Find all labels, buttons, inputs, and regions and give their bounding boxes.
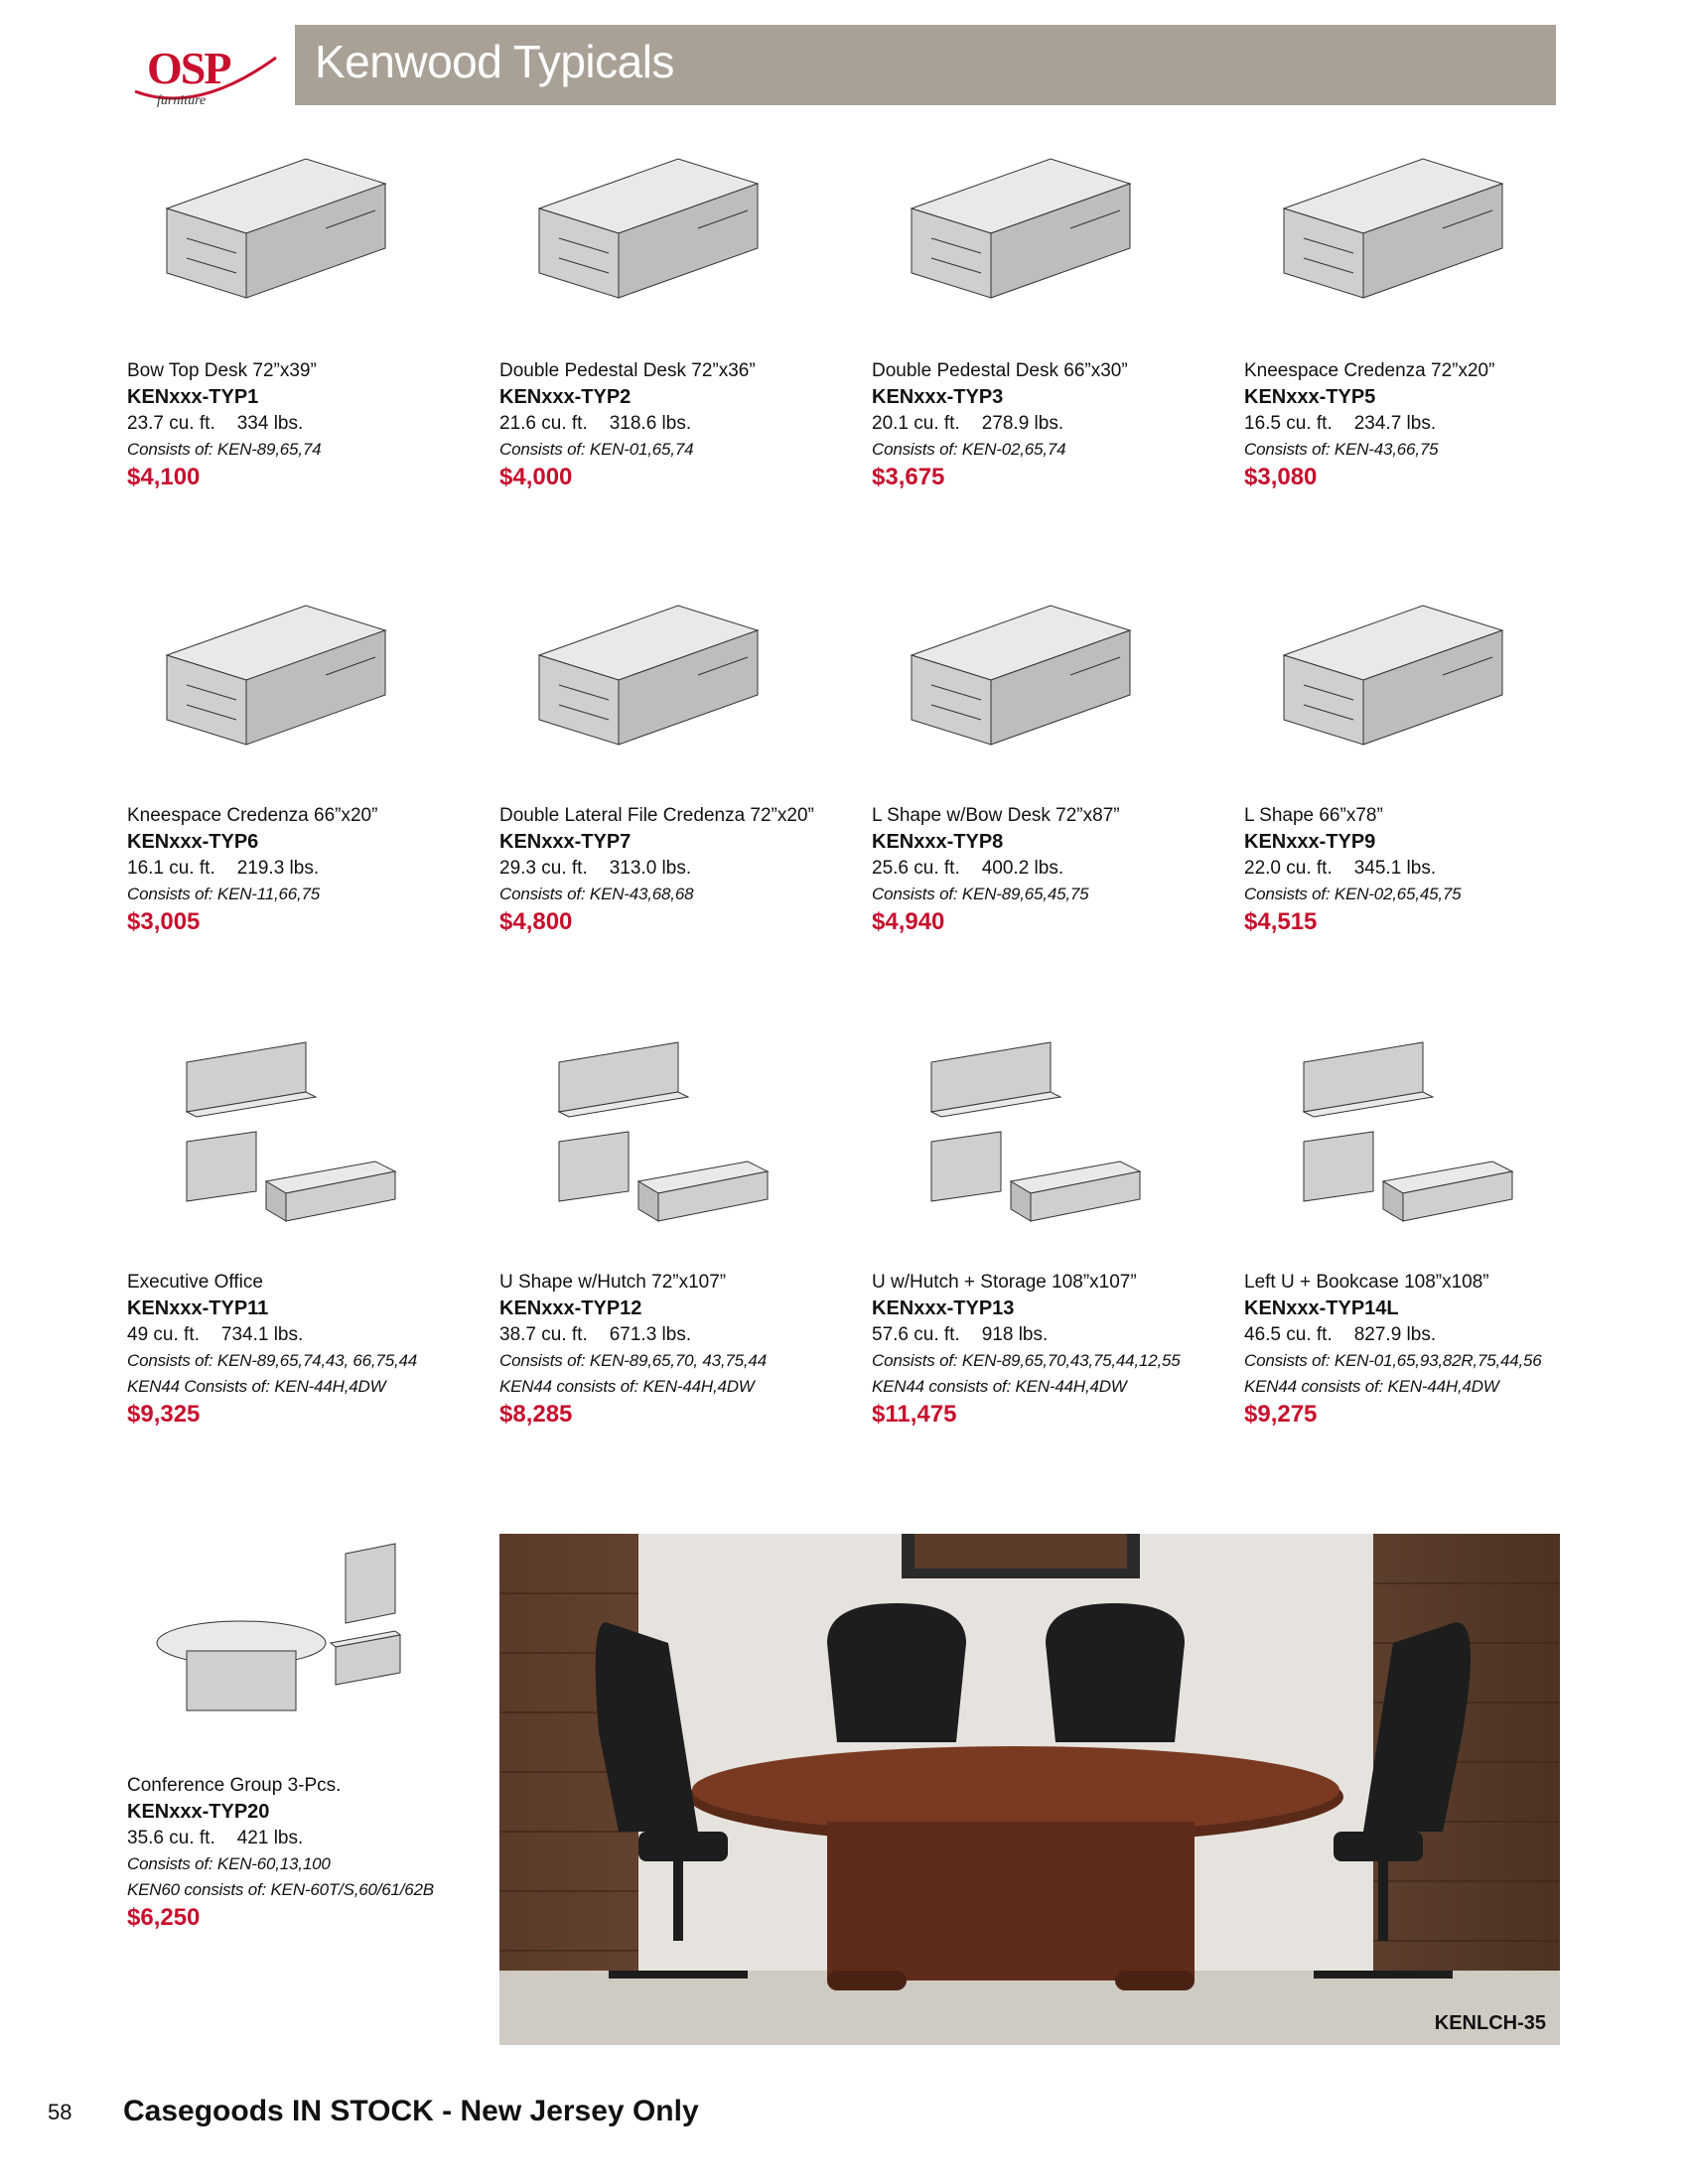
product-consists-of: Consists of: KEN-02,65,74: [872, 440, 1066, 459]
product-price: $3,005: [127, 908, 201, 935]
photo-sku-label: KENLCH-35: [1434, 2012, 1546, 2034]
product-price: $11,475: [872, 1401, 957, 1428]
product-volume: 16.1 cu. ft.: [127, 858, 215, 879]
product-weight: 918 lbs.: [981, 1324, 1049, 1345]
lateral-file-credenza-icon: [519, 586, 777, 789]
osp-logo: [127, 40, 286, 111]
product-sku: KENxxx-TYP1: [127, 386, 259, 408]
product-specs: [1244, 1321, 1542, 1348]
product-sku: KENxxx-TYP2: [499, 386, 632, 408]
product-consists-of: Consists of: KEN-89,65,74: [127, 440, 322, 459]
product-info: [1244, 1269, 1542, 1430]
product-specs: [872, 1321, 1181, 1348]
product-sku: KENxxx-TYP12: [499, 1297, 642, 1319]
product-weight: 671.3 lbs.: [609, 1324, 692, 1345]
product-specs: [872, 855, 1120, 882]
footer-title: Casegoods IN STOCK - New Jersey Only: [123, 2095, 699, 2127]
product-name: Kneespace Credenza 72”x20”: [1244, 360, 1495, 381]
u-hutch-storage-icon: [892, 1032, 1150, 1236]
product-weight: 421 lbs.: [236, 1828, 304, 1848]
product-name: U Shape w/Hutch 72”x107”: [499, 1272, 727, 1293]
product-weight: 219.3 lbs.: [236, 858, 320, 879]
product-volume: 23.7 cu. ft.: [127, 413, 215, 434]
product-sku: KENxxx-TYP5: [1244, 386, 1376, 408]
product-consists-of: Consists of: KEN-89,65,70, 43,75,44: [499, 1351, 767, 1370]
product-info: [127, 1269, 417, 1430]
product-consists-of: Consists of: KEN-60,13,100: [127, 1854, 331, 1873]
product-price: $4,100: [127, 464, 201, 490]
product-volume: 20.1 cu. ft.: [872, 413, 960, 434]
product-price: $9,275: [1244, 1401, 1318, 1428]
product-price: $4,940: [872, 908, 945, 935]
product-price: $3,080: [1244, 464, 1318, 490]
product-sku: KENxxx-TYP3: [872, 386, 1004, 408]
product-weight: 313.0 lbs.: [609, 858, 692, 879]
product-name: Double Pedestal Desk 72”x36”: [499, 360, 756, 381]
product-price: $4,515: [1244, 908, 1318, 935]
header-band: [295, 25, 1556, 105]
product-name: Bow Top Desk 72”x39”: [127, 360, 317, 381]
product-price: $4,800: [499, 908, 573, 935]
product-volume: 49 cu. ft.: [127, 1324, 200, 1345]
product-specs: [872, 410, 1128, 437]
product-info: [499, 357, 756, 492]
product-specs: [127, 855, 377, 882]
conference-group-icon: [147, 1534, 405, 1737]
l-shape-desk-icon: [1264, 586, 1522, 789]
page-number: 58: [48, 2100, 72, 2124]
product-name: Double Lateral File Credenza 72”x20”: [499, 805, 814, 826]
product-info: [1244, 357, 1494, 492]
product-consists-of: KEN60 consists of: KEN-60T/S,60/61/62B: [127, 1880, 434, 1899]
product-info: [1244, 802, 1461, 937]
product-sku: KENxxx-TYP6: [127, 831, 259, 853]
product-name: Double Pedestal Desk 66”x30”: [872, 360, 1128, 381]
product-info: [499, 802, 814, 937]
u-shape-hutch-icon: [519, 1032, 777, 1236]
logo-text: OSP: [147, 43, 230, 93]
product-sku: KENxxx-TYP11: [127, 1297, 269, 1319]
product-consists-of: Consists of: KEN-43,68,68: [499, 885, 694, 903]
product-sku: KENxxx-TYP7: [499, 831, 632, 853]
product-name: Left U + Bookcase 108”x108”: [1244, 1272, 1489, 1293]
product-info: [127, 1772, 434, 1933]
double-pedestal-desk-icon: [892, 139, 1150, 342]
product-consists-of: Consists of: KEN-43,66,75: [1244, 440, 1439, 459]
product-name: Kneespace Credenza 66”x20”: [127, 805, 378, 826]
product-consists-of: Consists of: KEN-89,65,70,43,75,44,12,55: [872, 1351, 1181, 1370]
l-shape-desk-icon: [892, 586, 1150, 789]
product-weight: 827.9 lbs.: [1353, 1324, 1437, 1345]
product-specs: [499, 410, 756, 437]
product-volume: 25.6 cu. ft.: [872, 858, 960, 879]
kneespace-credenza-icon: [1264, 139, 1522, 342]
product-info: [499, 1269, 767, 1430]
product-specs: [127, 1825, 434, 1851]
product-consists-of: KEN44 consists of: KEN-44H,4DW: [499, 1377, 755, 1396]
product-consists-of: Consists of: KEN-89,65,45,75: [872, 885, 1089, 903]
product-specs: [127, 410, 321, 437]
product-volume: 29.3 cu. ft.: [499, 858, 588, 879]
product-info: [127, 802, 377, 937]
product-info: [872, 357, 1128, 492]
product-name: Conference Group 3-Pcs.: [127, 1775, 342, 1796]
product-weight: 734.1 lbs.: [220, 1324, 304, 1345]
product-info: [127, 357, 321, 492]
product-volume: 38.7 cu. ft.: [499, 1324, 588, 1345]
product-price: $9,325: [127, 1401, 201, 1428]
product-weight: 345.1 lbs.: [1353, 858, 1437, 879]
product-sku: KENxxx-TYP8: [872, 831, 1004, 853]
product-price: $6,250: [127, 1904, 201, 1931]
product-sku: KENxxx-TYP13: [872, 1297, 1015, 1319]
left-u-bookcase-icon: [1264, 1032, 1522, 1236]
product-price: $3,675: [872, 464, 945, 490]
product-specs: [1244, 410, 1494, 437]
product-specs: [127, 1321, 417, 1348]
product-name: L Shape 66”x78”: [1244, 805, 1383, 826]
product-specs: [499, 1321, 767, 1348]
kneespace-credenza-icon: [147, 586, 405, 789]
product-volume: 22.0 cu. ft.: [1244, 858, 1333, 879]
bow-top-desk-icon: [147, 139, 405, 342]
double-pedestal-desk-icon: [519, 139, 777, 342]
product-specs: [499, 855, 814, 882]
product-weight: 318.6 lbs.: [609, 413, 692, 434]
product-weight: 400.2 lbs.: [981, 858, 1064, 879]
product-weight: 334 lbs.: [236, 413, 304, 434]
product-volume: 35.6 cu. ft.: [127, 1828, 215, 1848]
page-title: Kenwood Typicals: [315, 36, 674, 87]
product-consists-of: Consists of: KEN-11,66,75: [127, 885, 321, 903]
product-sku: KENxxx-TYP9: [1244, 831, 1376, 853]
product-consists-of: KEN44 Consists of: KEN-44H,4DW: [127, 1377, 386, 1396]
product-price: $4,000: [499, 464, 573, 490]
product-weight: 234.7 lbs.: [1353, 413, 1437, 434]
product-consists-of: Consists of: KEN-01,65,74: [499, 440, 694, 459]
product-price: $8,285: [499, 1401, 573, 1428]
conference-room-image: [499, 1534, 1560, 2045]
product-info: [872, 802, 1120, 937]
product-specs: [1244, 855, 1461, 882]
product-volume: 16.5 cu. ft.: [1244, 413, 1333, 434]
product-volume: 21.6 cu. ft.: [499, 413, 588, 434]
product-consists-of: KEN44 consists of: KEN-44H,4DW: [872, 1377, 1127, 1396]
conference-photo: [499, 1534, 1560, 2045]
product-volume: 46.5 cu. ft.: [1244, 1324, 1333, 1345]
product-name: Executive Office: [127, 1272, 263, 1293]
product-sku: KENxxx-TYP14L: [1244, 1297, 1399, 1319]
product-consists-of: KEN44 consists of: KEN-44H,4DW: [1244, 1377, 1499, 1396]
product-consists-of: Consists of: KEN-01,65,93,82R,75,44,56: [1244, 1351, 1542, 1370]
product-weight: 278.9 lbs.: [981, 413, 1064, 434]
product-info: [872, 1269, 1181, 1430]
product-consists-of: Consists of: KEN-02,65,45,75: [1244, 885, 1462, 903]
product-name: L Shape w/Bow Desk 72”x87”: [872, 805, 1120, 826]
product-volume: 57.6 cu. ft.: [872, 1324, 960, 1345]
product-name: U w/Hutch + Storage 108”x107”: [872, 1272, 1137, 1293]
product-sku: KENxxx-TYP20: [127, 1801, 270, 1823]
logo-subtext: furniture: [157, 93, 207, 108]
product-consists-of: Consists of: KEN-89,65,74,43, 66,75,44: [127, 1351, 417, 1370]
executive-office-icon: [147, 1032, 405, 1236]
